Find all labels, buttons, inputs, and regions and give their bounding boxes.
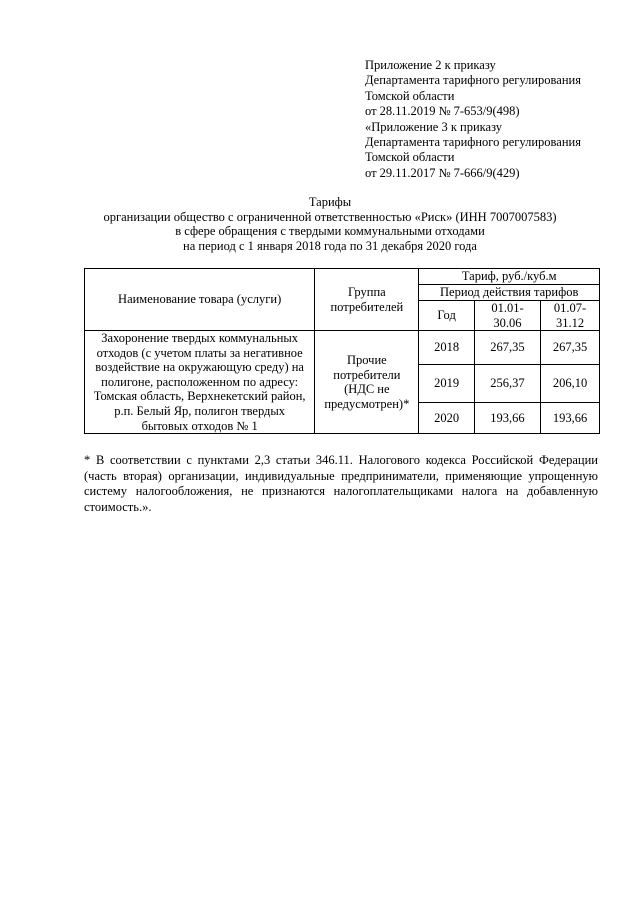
header-year-label: Год (437, 308, 456, 323)
document-header (365, 58, 615, 181)
year-cell: 2019 (419, 365, 474, 403)
service-name-line: Захоронение твердых коммунальных (101, 331, 299, 345)
service-name-line: полигоне, расположенном по адресу: (101, 374, 299, 389)
header-group-label-line: Группа (347, 285, 386, 299)
tariff-value-cell: 193,66 (474, 403, 540, 434)
header-line: Томской области (365, 88, 455, 103)
consumer-group-line: (НДС не (344, 382, 390, 397)
table-row (85, 331, 600, 365)
year-cell: 2020 (419, 403, 474, 434)
table-header-row (85, 269, 600, 285)
header-period2-cell (541, 301, 600, 331)
header-group-cell (315, 269, 419, 331)
consumer-group-line: Прочие (346, 353, 387, 368)
title-line: в сфере обращения с твердыми коммунальными отходами (175, 224, 485, 239)
header-line: Приложение 2 к приказу (365, 58, 496, 72)
header-tariff-cell (419, 269, 600, 285)
title-line: на период с 1 января 2018 года по 31 декабря 2020 года (183, 238, 477, 253)
header-period1-line: 30.06 (493, 315, 522, 330)
header-period2-line: 31.12 (556, 315, 585, 330)
tariff-value-cell: 267,35 (474, 331, 540, 365)
year-cell: 2018 (419, 331, 474, 365)
tariff-value-cell: 267,35 (541, 331, 600, 365)
header-line: «Приложение 3 к приказу (365, 119, 503, 134)
document-title (80, 195, 580, 253)
header-name-label: Наименование товара (услуги) (118, 292, 282, 307)
tariff-table (84, 268, 600, 434)
service-name-line: р.п. Белый Яр, полигон твердых (114, 403, 286, 418)
consumer-group-line: предусмотрен)* (324, 396, 410, 411)
service-name-line: воздействие на окружающую среду) на (95, 360, 304, 375)
header-period2-line: 01.07- (553, 301, 587, 315)
header-name-cell (85, 269, 315, 331)
header-year-cell (419, 301, 474, 331)
tariff-value-cell: 193,66 (541, 403, 600, 434)
tariff-value-cell: 256,37 (474, 365, 540, 403)
header-tariff-label: Тариф, руб./куб.м (461, 269, 557, 284)
consumer-group-cell (315, 331, 419, 434)
service-name-line: отходов (с учетом платы за негативное (96, 345, 303, 360)
header-period-cell (419, 285, 600, 301)
header-group-label-line: потребителей (330, 299, 404, 314)
header-line: Департамента тарифного регулирования (365, 135, 581, 150)
service-name-line: Томская область, Верхнекетский район, (93, 389, 306, 404)
header-period1-cell (474, 301, 540, 331)
header-line: от 28.11.2019 № 7-653/9(498) (365, 104, 520, 119)
header-line: от 29.11.2017 № 7-666/9(429) (365, 165, 520, 180)
tariff-value-cell: 206,10 (541, 365, 600, 403)
consumer-group-line: потребители (333, 367, 401, 382)
title-line: Тарифы (308, 195, 352, 209)
footnote: * В соответствии с пунктами 2,3 статьи 346.11. Налогового кодекса Российской Федерации (часть вторая) организации, индивидуальные предприниматели, применяющие упрощенную систему налогообложения, не признаются налогоплательщиками налога на добавленную стоимость.». (84, 453, 598, 514)
header-period-label: Период действия тарифов (440, 285, 579, 300)
header-line: Томской области (365, 150, 455, 165)
title-line: организации общество с ограниченной ответственностью «Риск» (ИНН 7007007583) (103, 209, 557, 224)
service-name-line: бытовых отходов № 1 (141, 418, 258, 433)
header-period1-line: 01.01- (491, 301, 524, 315)
header-line: Департамента тарифного регулирования (365, 73, 581, 88)
service-name-cell (85, 331, 315, 434)
